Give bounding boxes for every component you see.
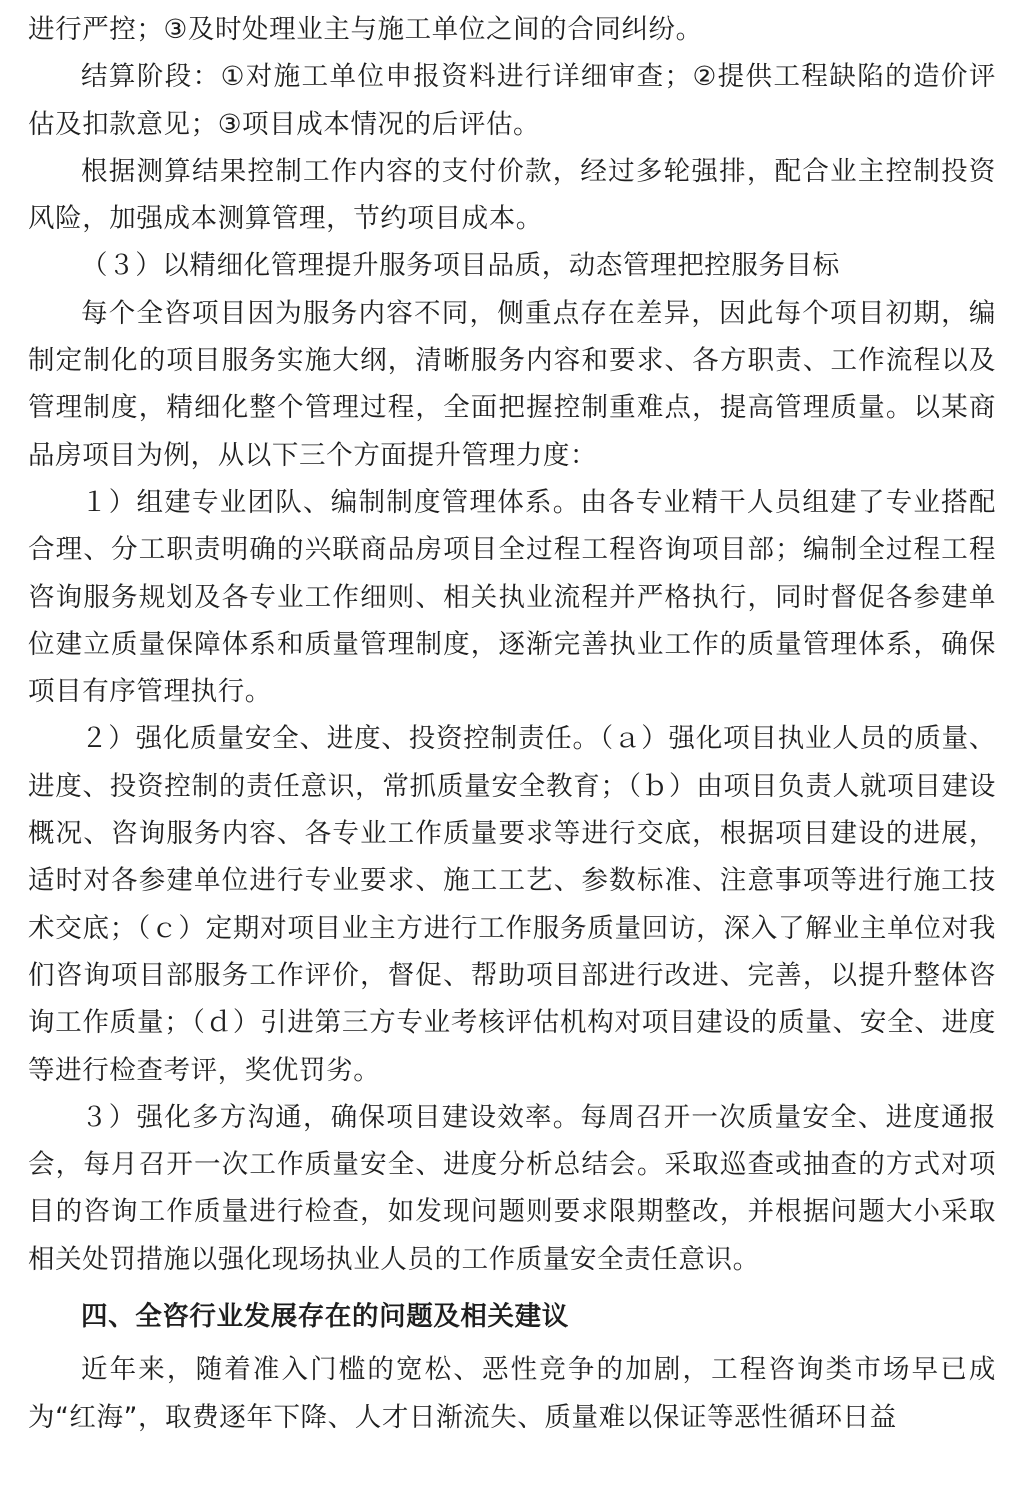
paragraph-item-1: １）组建专业团队、编制制度管理体系。由各专业精干人员组建了专业搭配合理、分工职责明确的兴联商品房项目全过程工程咨询项目部；编制全过程工程咨询服务规划及各专业工作细则、相关执业流程并严格执行，同时督促各参建单位建立质量保障体系和质量管理制度，逐渐完善执业工作的质量管理体系，确保项目有序管理执行。 — [28, 486, 996, 708]
section-heading-4: 四、全咨行业发展存在的问题及相关建议 — [81, 1301, 569, 1333]
paragraph-settlement-stage: 结算阶段：①对施工单位申报资料进行详细审查；②提供工程缺陷的造价评估及扣款意见；③项目成本情况的后评估。 — [28, 61, 996, 140]
paragraph-continuation: 进行严控；③及时处理业主与施工单位之间的合同纠纷。 — [28, 14, 703, 45]
paragraph-project-outline: 每个全咨项目因为服务内容不同，侧重点存在差异，因此每个项目初期，编制定制化的项目服务实施大纲，清晰服务内容和要求、各方职责、工作流程以及管理制度，精细化整个管理过程，全面把握控制重难点，提高管理质量。以某商品房项目为例，从以下三个方面提升管理力度： — [28, 297, 996, 471]
subheading-refined-management: （３）以精细化管理提升服务项目品质，动态管理把控服务目标 — [81, 250, 840, 282]
paragraph-cost-control: 根据测算结果控制工作内容的支付价款，经过多轮强排，配合业主控制投资风险，加强成本测算管理，节约项目成本。 — [28, 155, 996, 235]
paragraph-industry-issues: 近年来，随着准入门槛的宽松、恶性竞争的加剧，工程咨询类市场早已成为“红海”，取费逐年下降、人才日渐流失、质量难以保证等恶性循环日益 — [28, 1354, 996, 1433]
paragraph-item-2: ２）强化质量安全、进度、投资控制责任。（ａ）强化项目执业人员的质量、进度、投资控制的责任意识，常抓质量安全教育；（ｂ）由项目负责人就项目建设概况、咨询服务内容、各专业工作质量要求等进行交底，根据项目建设的进展，适时对各参建单位进行专业要求、施工工艺、参数标准、注意事项等进行施工技术交底；（ｃ）定期对项目业主方进行工作服务质量回访，深入了解业主单位对我们咨询项目部服务工作评价，督促、帮助项目部进行改进、完善，以提升整体咨询工作质量；（ｄ）引进第三方专业考核评估机构对项目建设的质量、安全、进度等进行检查考评，奖优罚劣。 — [28, 723, 996, 1086]
paragraph-item-3: ３）强化多方沟通，确保项目建设效率。每周召开一次质量安全、进度通报会，每月召开一次工作质量安全、进度分析总结会。采取巡查或抽查的方式对项目的咨询工作质量进行检查，如发现问题则要求限期整改，并根据问题大小采取相关处罚措施以强化现场执业人员的工作质量安全责任意识。 — [28, 1101, 996, 1275]
